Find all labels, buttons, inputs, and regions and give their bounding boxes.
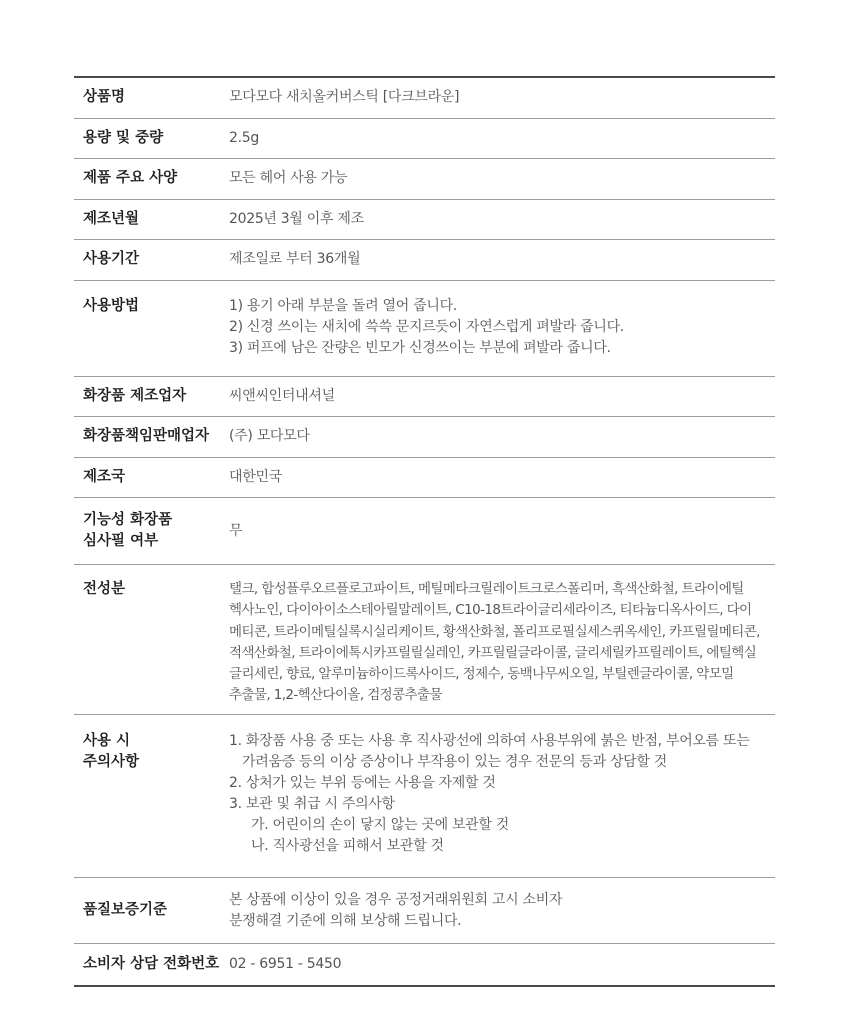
ingredients-label: 전성분	[83, 581, 126, 597]
usage-step: 2) 신경 쓰이는 새치에 쓱쓱 문지르듯이 자연스럽게 펴발라 줍니다.	[229, 318, 624, 335]
row-functional-review	[74, 498, 775, 565]
row-usage-period	[74, 240, 775, 281]
manufacture-date-value: 2025년 3월 이후 제조	[229, 210, 364, 227]
row-quality-standard	[74, 878, 775, 944]
precautions-value	[229, 731, 775, 857]
ingredients-line: 글리세린, 향료, 알루미늄하이드록사이드, 정제수, 동백나무씨오일, 부틸렌글라이콜, 약모밀	[229, 666, 734, 683]
precaution-line: 나. 직사광선을 피해서 보관할 것	[251, 838, 444, 854]
functional-review-label-line: 심사필 여부	[83, 533, 159, 549]
product-name-label: 상품명	[83, 89, 126, 106]
precaution-line: 2. 상처가 있는 부위 등에는 사용을 자제할 것	[229, 775, 496, 791]
precaution-line: 3. 보관 및 취급 시 주의사항	[229, 796, 395, 812]
functional-review-label-line: 기능성 화장품	[83, 512, 173, 528]
functional-review-value: 무	[229, 522, 243, 539]
ingredients-line: 적색산화철, 트라이에톡시카프릴릴실레인, 카프릴릴글라이콜, 글리세릴카프릴레이트, 에틸헥실	[229, 644, 757, 661]
quality-standard-line: 본 상품에 이상이 있을 경우 공정거래위원회 고시 소비자	[229, 891, 563, 908]
main-spec-value: 모든 헤어 사용 가능	[229, 170, 348, 187]
row-seller	[74, 417, 775, 458]
quality-standard-value	[229, 890, 775, 932]
product-name-value: 모다모다 새치올커버스틱 [다크브라운]	[229, 89, 460, 106]
volume-weight-label: 용량 및 중량	[83, 129, 164, 146]
usage-step: 1) 용기 아래 부분을 돌려 열어 줍니다.	[229, 297, 457, 314]
row-manufacture-date	[74, 200, 775, 241]
row-customer-service	[74, 944, 775, 985]
ingredients-line: 메티콘, 트라이메틸실록시실리케이트, 황색산화철, 폴리프로필실세스퀴옥세인, 카프릴릴메티콘,	[229, 623, 760, 640]
precaution-line: 가려움증 등의 이상 증상이나 부작용이 있는 경우 전문의 등과 상담할 것	[242, 754, 667, 770]
usage-method-label: 사용방법	[83, 297, 140, 314]
usage-method-value	[229, 296, 775, 359]
row-volume-weight	[74, 119, 775, 160]
product-info-table	[74, 76, 775, 987]
row-manufacturer	[74, 377, 775, 418]
precautions-label	[74, 731, 229, 773]
quality-standard-label: 품질보증기준	[83, 902, 168, 918]
row-ingredients	[74, 565, 775, 715]
quality-standard-line: 분쟁해결 기준에 의해 보상해 드립니다.	[229, 912, 462, 929]
precaution-line: 가. 어린이의 손이 닿지 않는 곳에 보관할 것	[251, 817, 510, 833]
row-usage-method	[74, 281, 775, 377]
country-value: 대한민국	[229, 468, 282, 485]
row-main-spec	[74, 159, 775, 200]
seller-value: (주) 모다모다	[229, 428, 310, 445]
manufacturer-value: 씨앤씨인터내셔널	[229, 387, 335, 404]
row-precautions	[74, 715, 775, 878]
volume-weight-value: 2.5g	[229, 129, 259, 146]
usage-period-value: 제조일로 부터 36개월	[229, 251, 361, 268]
customer-service-label: 소비자 상담 전화번호	[83, 956, 220, 972]
functional-review-label	[74, 510, 229, 552]
precautions-label-line: 사용 시	[83, 733, 131, 749]
manufacturer-label: 화장품 제조업자	[83, 387, 187, 404]
precaution-line: 1. 화장품 사용 중 또는 사용 후 직사광선에 의하여 사용부위에 붉은 반점, 부어오름 또는	[229, 733, 750, 749]
ingredients-line: 헥사노인, 다이아이소스테아릴말레이트, C10-18트라이글리세라이즈, 티타늄디옥사이드, 다이	[229, 602, 752, 619]
ingredients-value	[229, 579, 775, 707]
row-product-name	[74, 78, 775, 119]
row-country	[74, 458, 775, 499]
manufacture-date-label: 제조년월	[83, 210, 140, 227]
customer-service-phone: 02 - 6951 - 5450	[229, 956, 342, 972]
precautions-label-line: 주의사항	[83, 754, 140, 770]
ingredients-line: 탤크, 합성플루오르플로고파이트, 메틸메타크릴레이트크로스폴리머, 흑색산화철, 트라이에틸	[229, 581, 744, 597]
usage-period-label: 사용기간	[83, 251, 140, 268]
ingredients-line: 추출물, 1,2-헥산다이올, 검정콩추출물	[229, 687, 442, 704]
seller-label: 화장품책임판매업자	[83, 428, 210, 445]
country-label: 제조국	[83, 468, 126, 485]
main-spec-label: 제품 주요 사양	[83, 170, 178, 187]
usage-step: 3) 퍼프에 남은 잔량은 빈모가 신경쓰이는 부분에 펴발라 줍니다.	[229, 339, 611, 356]
